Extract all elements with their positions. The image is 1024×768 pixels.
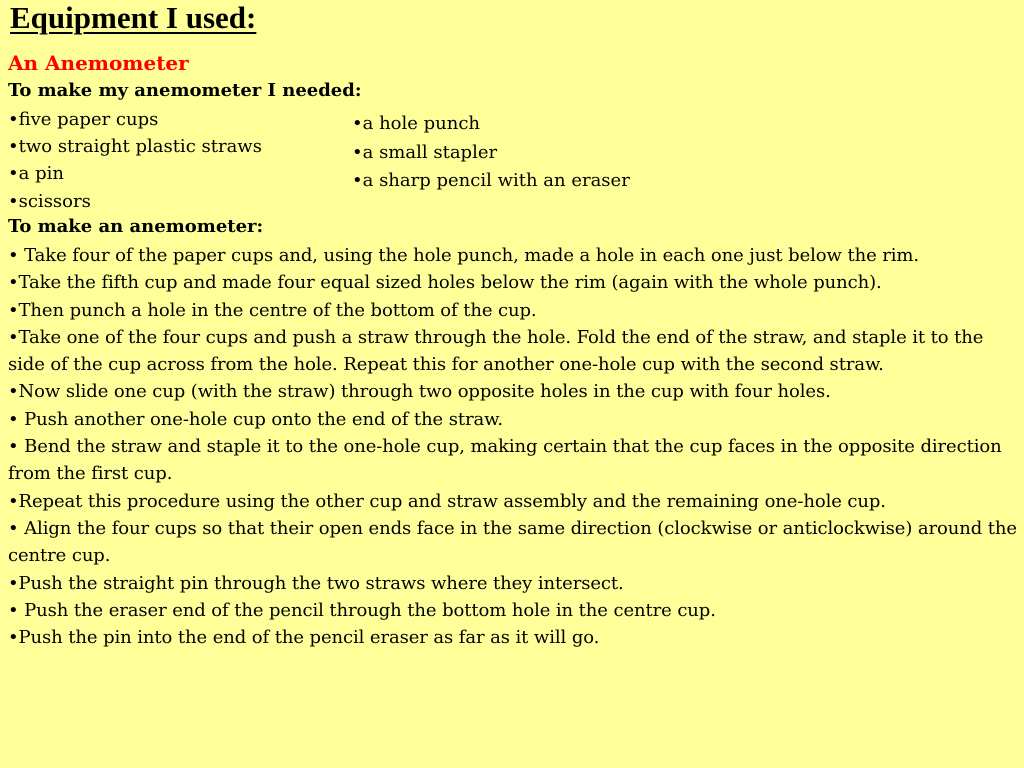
list-item: • Push the eraser end of the pencil through the bottom hole in the centre cup. (8, 599, 716, 621)
list-item: •Repeat this procedure using the other cup and straw assembly and the remaining one-hole cup. (8, 490, 886, 512)
page-title: Equipment I used: (10, 0, 257, 35)
steps-list (8, 242, 1020, 651)
steps-heading: To make an anemometer: (8, 216, 264, 237)
subtitle: An Anemometer (8, 51, 189, 75)
list-item: • Take four of the paper cups and, using the hole punch, made a hole in each one just below the rim. (8, 245, 919, 266)
list-item: • Bend the straw and staple it to the one-hole cup, making certain that the cup faces in the opposite direction from the first cup. (8, 436, 1002, 485)
list-item: •Take the fifth cup and made four equal sized holes below the rim (again with the whole punch). (8, 272, 882, 294)
list-item: •Take one of the four cups and push a straw through the hole. Fold the end of the straw, and staple it to the side of the cup across from the hole. Repeat this for another one-hole cup with the second straw. (8, 326, 984, 376)
list-item: •a hole punch (352, 113, 481, 134)
list-item: •a pin (8, 163, 64, 185)
list-item: •Now slide one cup (with the straw) through two opposite holes in the cup with four holes. (8, 381, 831, 403)
materials-list-right (352, 110, 630, 196)
materials-list-left (8, 106, 262, 215)
list-item: • Align the four cups so that their open ends face in the same direction (clockwise or anticlockwise) around the centre cup. (8, 517, 1017, 567)
list-item: •Push the straight pin through the two straws where they intersect. (8, 572, 624, 594)
materials-heading: To make my anemometer I needed: (8, 80, 362, 101)
list-item: •a small stapler (352, 141, 498, 163)
list-item: •a sharp pencil with an eraser (352, 170, 630, 191)
list-item: •five paper cups (8, 109, 159, 130)
list-item: •scissors (8, 190, 91, 212)
list-item: •Push the pin into the end of the pencil eraser as far as it will go. (8, 627, 600, 649)
list-item: •Then punch a hole in the centre of the bottom of the cup. (8, 299, 537, 321)
list-item: • Push another one-hole cup onto the end of the straw. (8, 408, 503, 430)
list-item: •two straight plastic straws (8, 136, 262, 158)
